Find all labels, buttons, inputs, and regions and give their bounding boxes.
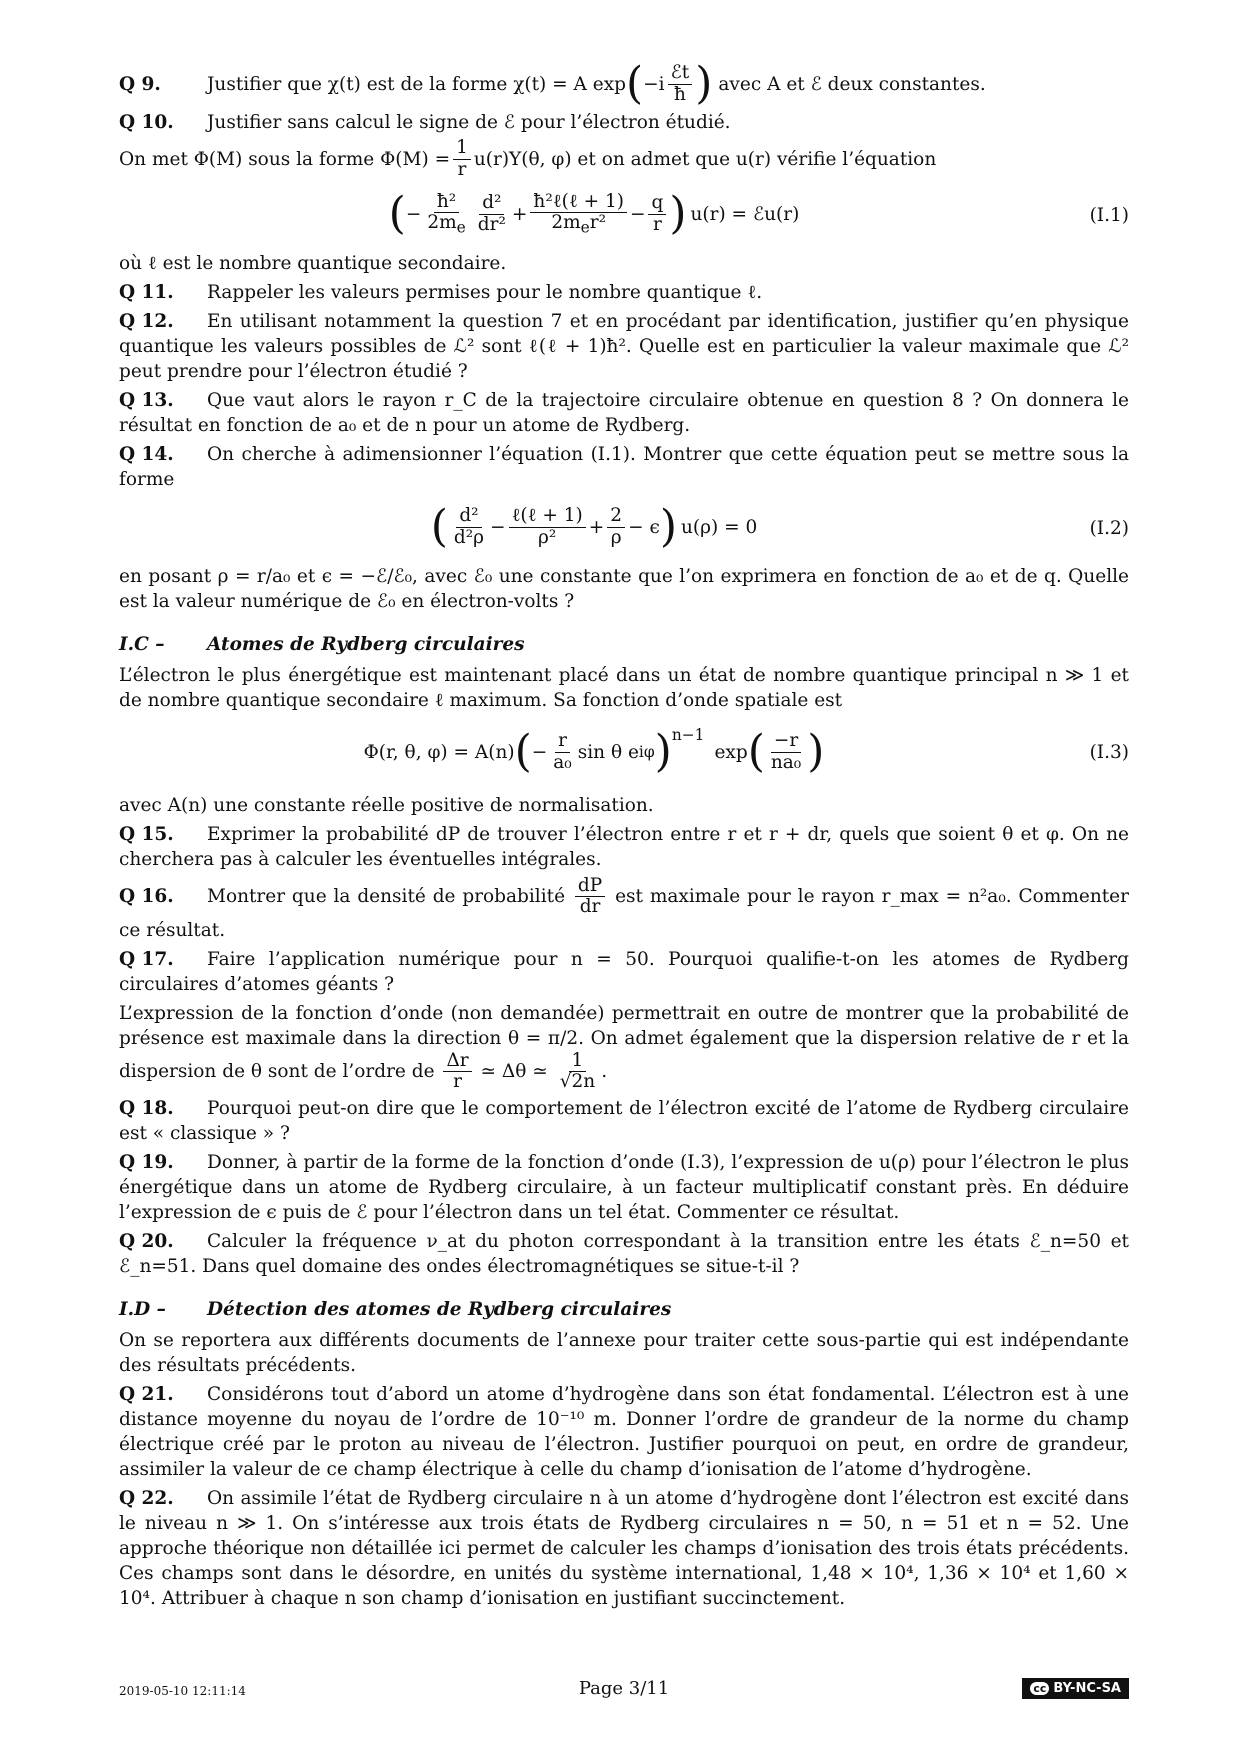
equation-label: (I.3)	[1089, 742, 1129, 763]
equation-label: (I.2)	[1089, 518, 1129, 539]
question-14: Q 14. On cherche à adimensionner l’équation (I.1). Montrer que cette équation peut se mettre sous la forme	[119, 444, 1129, 490]
page-content: Q 9. Justifier que χ(t) est de la forme χ(t) = A exp ( −i $\frac{\text{ℰt}}{ħ}$ ) avec A et ℰ deux constantes. Q 10. Justifier sans calcul le signe de ℰ pour l’électron étudié. On met Φ(M) sous la forme Φ(M) = $\frac{1}{r}$ u(r)Y(θ, φ) et on admet que u(r) vérifie l’équation ( − $\frac{\text{ħ²}}{2m_e}$ $\frac{\text{d²}}{\text{dr²}}$ + $\frac{\text{ħ²ℓ(ℓ + 1)}}{2m_er^2}$ − $\frac{q}{r}$ ) u(r) = ℰu(r) (I.1) où ℓ est le nombre quantique secondaire. Q 11. Rappeler les valeurs permises pour le nombre quantique ℓ. Q 12. En utilisant notamment la question 7 et en procédant par identification, justifier qu’en physique quantique les valeurs possibles de ℒ² sont ℓ(ℓ + 1)ħ². Quelle est en particulier la valeur maximale que ℒ² peut prendre pour l’électron étudié ? Q 13. Que vaut alors le rayon r_C de la trajectoire circulaire obtenue en question 8 ? On donnera le résultat en fonction de a₀ et de n pour un atome de Rydberg. Q 14. On cherche à adimensionner l’équation (I.1). Montrer que cette équation peut se mettre sous la forme ( $\frac{\text{d²}}{\text{d²ρ}}$ − $\frac{\text{ℓ(ℓ + 1)}}{\text{ρ²}}$ + $\frac{2}{\rho}$ − ϵ ) u(ρ) = 0 (I.2) en posant ρ = r/a₀ et ϵ = −ℰ/ℰ₀, avec ℰ₀ une constante que l’on exprimera en fonction de a₀ et de q. Quelle est la valeur numérique de ℰ₀ en électron-volts ? I.C – Atomes de Rydberg circulaires L’électron le plus énergétique est maintenant placé dans un état de nombre quantique principal n ≫ 1 et de nombre quantique secondaire ℓ maximum. Sa fonction d’onde spatiale est Φ(r, θ, φ) = A(n) ( − $\frac{r}{\text{a₀}}$ sin θ e iφ ) $^{n-1}$ exp ( $\frac{-r}{\text{na₀}}$ ) (I.3) avec A(n) une constante réelle positive de normalisation. Q 15. Exprimer la probabilité dP de trouver l’électron entre r et r + dr, quels que soient θ et φ. On ne cherchera pas à calculer les éventuelles intégrales. Q 16. Montrer que la densité de probabilité $\frac{dP}{dr}$ est maximale pour le rayon r_max = n²a₀. Commenter ce résultat. Q 17. Faire l’application numérique pour n = 50. Pourquoi qualifie-t-on les atomes de Rydberg circulaires d’atomes géants ? L’expression de la fonction d’onde (non demandée) permettrait en outre de montrer que la probabilité de présence est maximale dans la direction θ = π/2. On admet également que la dispersion relative de r et la dispersion de θ sont de l’ordre de $\frac{\Delta r}{r}$ ≃ Δθ ≃ $\frac{1}{√2n}$ . Q 18. Pourquoi peut-on dire que le comportement de l’électron excité de l’atome de Rydberg circulaire est « classique » ? Q 19. Donner, à partir de la forme de la fonction d’onde (I.3), l’expression de u(ρ) pour l’électron le plus énergétique dans un atome de Rydberg circulaire, à un facteur multiplicatif constant près. En déduire l’expression de ϵ puis de ℰ pour l’électron dans un tel état. Commenter ce résultat. Q 20. Calculer la fréquence ν_at du photon correspondant à la transition entre les états ℰ_n=50 et ℰ_n=51. Dans quel domaine des ondes électromagnétiques se situe-t-il ? I.D – Détection des atomes de Rydberg circulaires On se reportera aux différents documents de l’annexe pour traiter cette sous-partie qui est indépendante des résultats précédents. Q 21. Considérons tout d’abord un atome d’hydrogène dans son état fondamental. L’électron est à une distance moyenne du noyau de l’ordre de 10⁻¹⁰ m. Donner l’ordre de grandeur de la norme du champ électrique créé par le proton au niveau de l’électron. Justifier pourquoi on peut, en ordre de grandeur, assimiler la valeur de ce champ électrique à celle du champ d’ionisation de l’atome d’hydrogène. Q 22. On assimile l’état de Rydberg circulaire n à un atome d’hydrogène dont l’électron est excité dans le niveau n ≫ 1. On s’intéresse aux trois états de Rydberg circulaires n = 50, n = 51 et n = 52. Une approche théorique non détaillée ici permet de calculer les champs d’ionisation des trois états précédents. Ces champs sont dans le désordre, en unités du système international, 1,48 × 10⁴, 1,36 × 10⁴ et 1,60 × 10⁴. Attribuer à chaque n son champ d’ionisation en justifiant succinctement.	[119, 58, 1129, 1610]
creative-commons-icon: cc	[1030, 1682, 1049, 1695]
equation-I3: Φ(r, θ, φ) = A(n) ( − $\frac{r}{\text{a₀}}$ sin θ e iφ ) $^{n-1}$ exp ( $\frac{-r}{\text{na₀}}$ ) (I.3)	[363, 726, 1129, 777]
timestamp: 2019-05-10 12:11:14	[119, 1684, 246, 1698]
question-9: Q 9. Justifier que χ(t) est de la forme χ(t) = A exp ( −i $\frac{\text{ℰt}}{ħ}$ ) avec A et ℰ deux constantes.	[119, 58, 986, 109]
question-11: Q 11. Rappeler les valeurs permises pour le nombre quantique ℓ.	[119, 282, 763, 303]
question-15: Q 15. Exprimer la probabilité dP de trouver l’électron entre r et r + dr, quels que soient θ et φ. On ne cherchera pas à calculer les éventuelles intégrales.	[119, 824, 1129, 870]
question-12: Q 12. En utilisant notamment la question 7 et en procédant par identification, justifier qu’en physique quantique les valeurs possibles de ℒ² sont ℓ(ℓ + 1)ħ². Quelle est en particulier la valeur maximale que ℒ² peut prendre pour l’électron étudié ?	[119, 311, 1129, 382]
equation-I1: ( − $\frac{\text{ħ²}}{2m_e}$ $\frac{\text{d²}}{\text{dr²}}$ + $\frac{\text{ħ²ℓ(ℓ + 1)}}{2m_er^2}$ − $\frac{q}{r}$ ) u(r) = ℰu(r) (I.1)	[388, 188, 1129, 239]
question-17: Q 17. Faire l’application numérique pour n = 50. Pourquoi qualifie-t-on les atomes de Rydberg circulaires d’atomes géants ?	[119, 948, 1129, 995]
question-number: Q 9.	[119, 73, 161, 95]
question-10: Q 10. Justifier sans calcul le signe de ℰ pour l’électron étudié.	[119, 112, 731, 133]
question-21: Q 21. Considérons tout d’abord un atome d’hydrogène dans son état fondamental. L’électron est à une distance moyenne du noyau de l’ordre de 10⁻¹⁰ m. Donner l’ordre de grandeur de la norme du champ électrique créé par le proton au niveau de l’électron. Justifier pourquoi on peut, en ordre de grandeur, assimiler la valeur de ce champ électrique à celle du champ d’ionisation de l’atome d’hydrogène.	[119, 1384, 1129, 1481]
question-13: Q 13. Que vaut alors le rayon r_C de la trajectoire circulaire obtenue en question 8 ? On donnera le résultat en fonction de a₀ et de n pour un atome de Rydberg.	[119, 390, 1129, 436]
equation-label: (I.1)	[1089, 205, 1129, 226]
equation-I2: ( $\frac{\text{d²}}{\text{d²ρ}}$ − $\frac{\text{ℓ(ℓ + 1)}}{\text{ρ²}}$ + $\frac{2}{\rho}$ − ϵ ) u(ρ) = 0 (I.2)	[430, 501, 1129, 552]
license-badge[interactable]: cc BY-NC-SA	[1022, 1678, 1129, 1699]
question-16: Q 16. Montrer que la densité de probabilité $\frac{dP}{dr}$ est maximale pour le rayon r_max = n²a₀. Commenter ce résultat.	[119, 875, 1129, 941]
dispersion-paragraph: L’expression de la fonction d’onde (non demandée) permettrait en outre de montrer que la probabilité de présence est maximale dans la direction θ = π/2. On admet également que la dispersion relative de r et la dispersion de θ sont de l’ordre de $\frac{\Delta r}{r}$ ≃ Δθ ≃ $\frac{1}{√2n}$ .	[119, 1002, 1129, 1093]
page-footer	[119, 1678, 1129, 1702]
section-ID-heading: I.D – Détection des atomes de Rydberg circulaires	[119, 1299, 672, 1321]
question-19: Q 19. Donner, à partir de la forme de la fonction d’onde (I.3), l’expression de u(ρ) pour l’électron le plus énergétique dans un atome de Rydberg circulaire, à un facteur multiplicatif constant près. En déduire l’expression de ϵ puis de ℰ pour l’électron dans un tel état. Commenter ce résultat.	[119, 1152, 1129, 1224]
question-18: Q 18. Pourquoi peut-on dire que le comportement de l’électron excité de l’atome de Rydberg circulaire est « classique » ?	[119, 1098, 1129, 1145]
page-number: Page 3/11	[578, 1678, 670, 1699]
section-IC-heading: I.C – Atomes de Rydberg circulaires	[119, 634, 525, 655]
question-22: Q 22. On assimile l’état de Rydberg circulaire n à un atome d’hydrogène dont l’électron est excité dans le niveau n ≫ 1. On s’intéresse aux trois états de Rydberg circulaires n = 50, n = 51 et n = 52. Une approche théorique non détaillée ici permet de calculer les champs d’ionisation des trois états précédents. Ces champs sont dans le désordre, en unités du système international, 1,48 × 10⁴, 1,36 × 10⁴ et 1,60 × 10⁴. Attribuer à chaque n son champ d’ionisation en justifiant succinctement.	[119, 1488, 1129, 1610]
question-20: Q 20. Calculer la fréquence ν_at du photon correspondant à la transition entre les états ℰ_n=50 et ℰ_n=51. Dans quel domaine des ondes électromagnétiques se situe-t-il ?	[119, 1231, 1129, 1278]
intro-phi: On met Φ(M) sous la forme Φ(M) = $\frac{1}{r}$ u(r)Y(θ, φ) et on admet que u(r) vérifie l’équation	[119, 137, 937, 180]
